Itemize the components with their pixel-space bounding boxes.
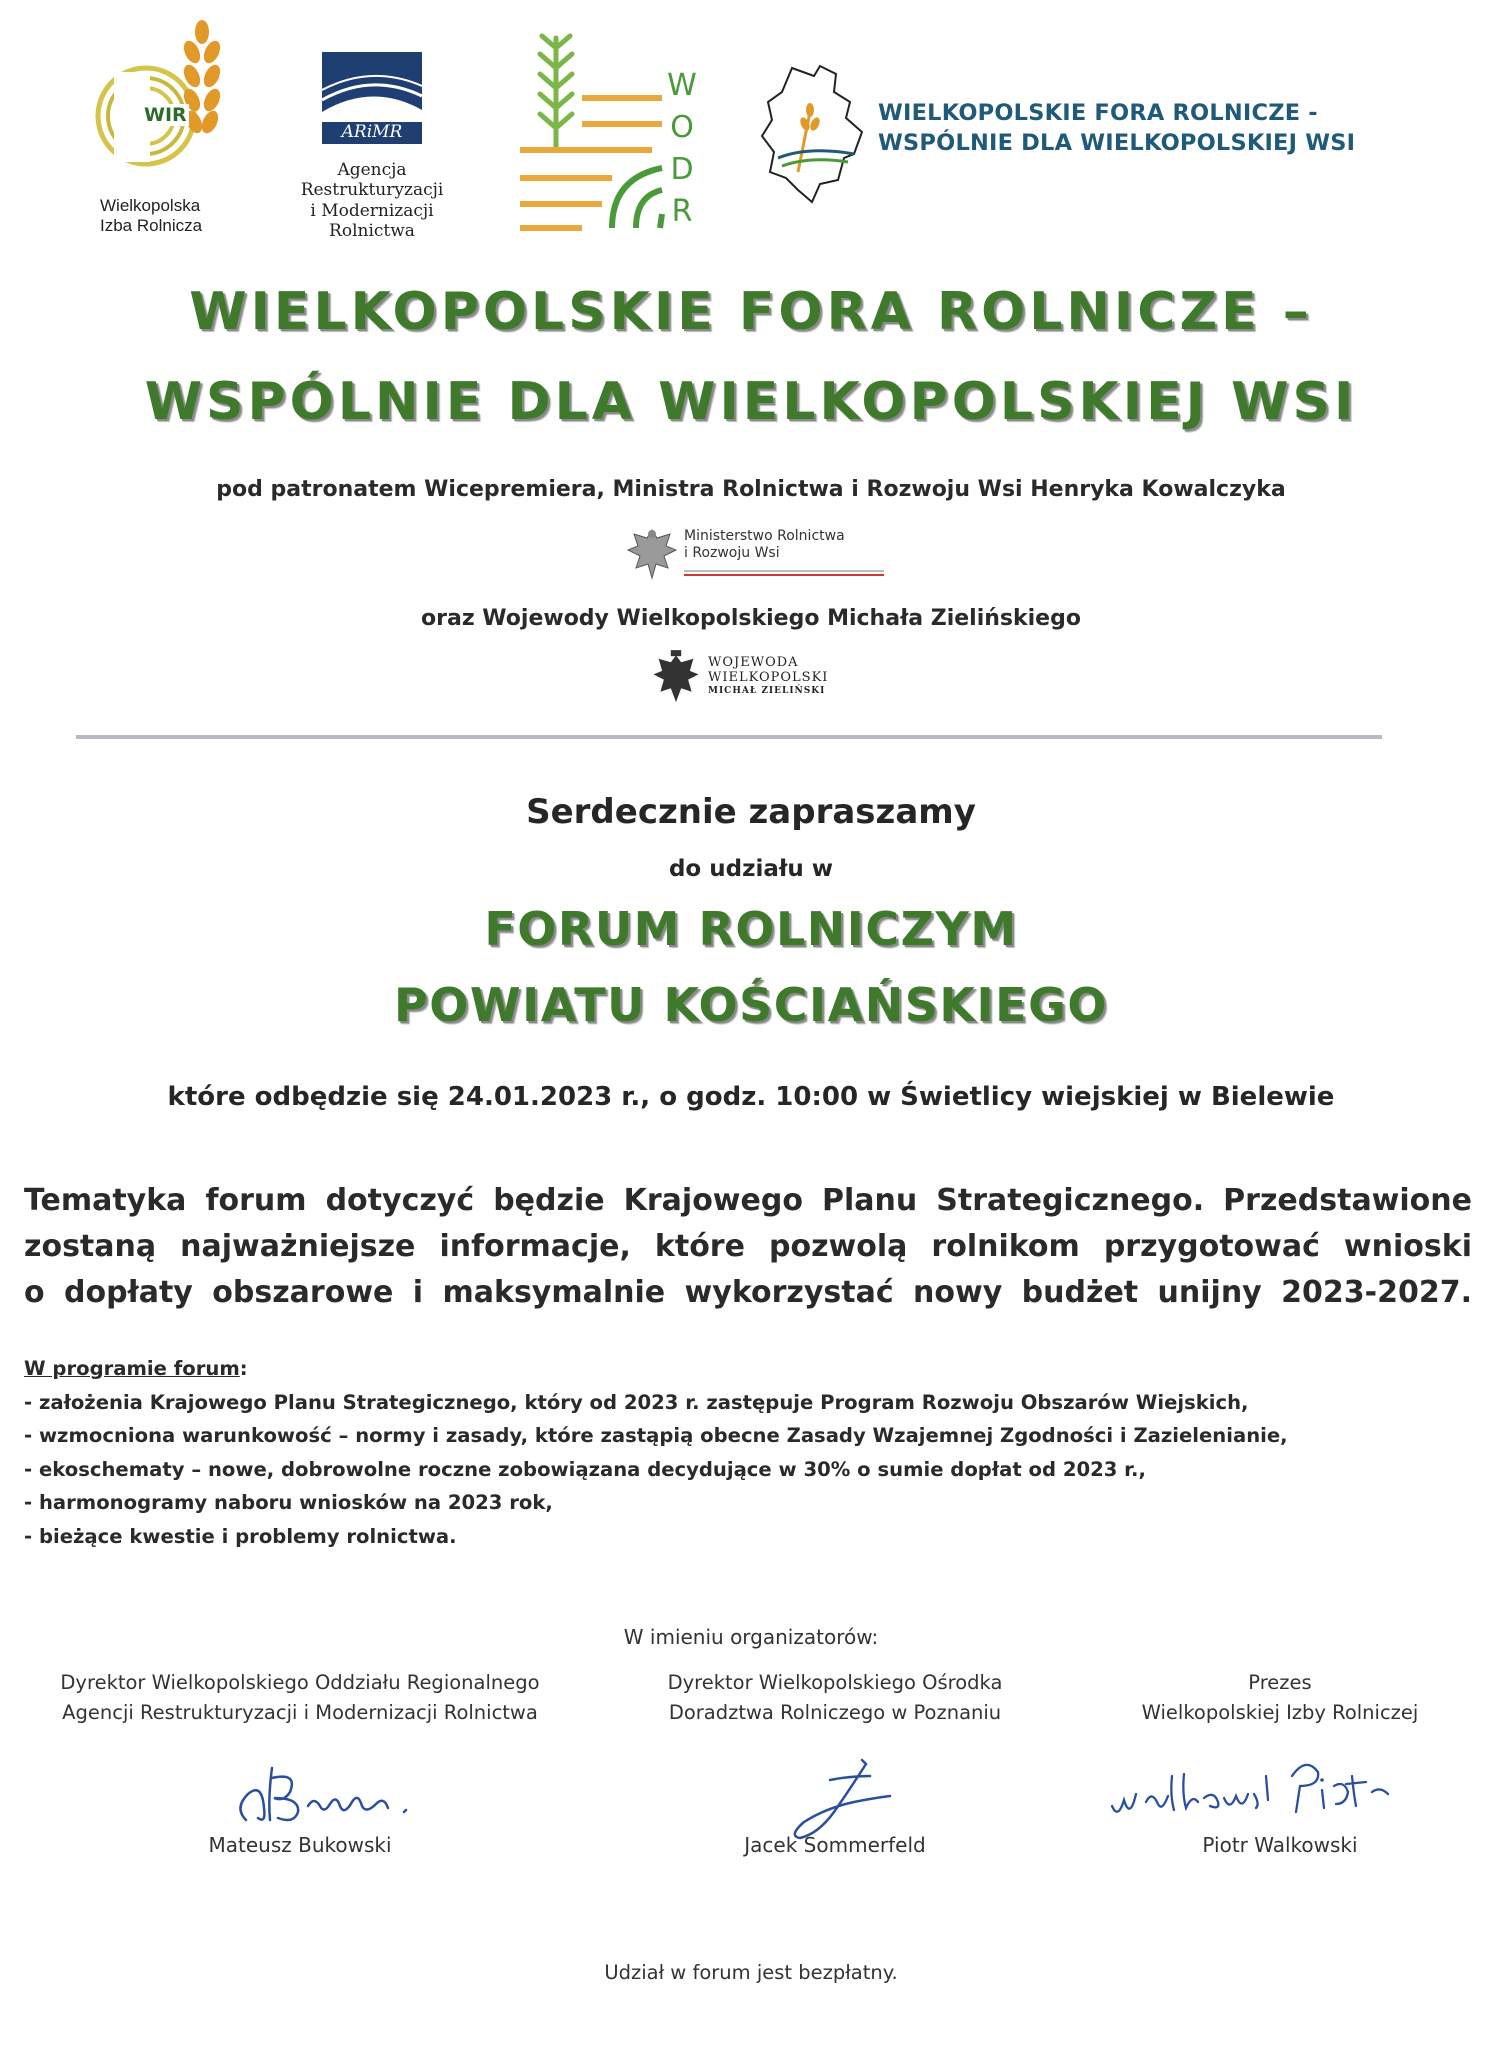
wodr-letter: D <box>670 152 694 187</box>
voivode-name <box>708 656 828 696</box>
signer-role: Doradztwa Rolniczego w Poznaniu <box>668 1701 1002 1724</box>
wodr-letter: W <box>667 68 697 103</box>
program-title-text: W programie forum <box>24 1357 240 1380</box>
voivode-name-line: MICHAŁ ZIELIŃSKI <box>708 685 826 696</box>
topic-paragraph <box>24 1178 1472 1316</box>
invitation-subheading: do udziału w <box>668 856 834 882</box>
signer-role: Prezes <box>1248 1671 1312 1694</box>
wir-logo <box>84 18 244 168</box>
signature-column <box>20 1668 580 1728</box>
arimr-caption <box>270 160 474 242</box>
wodr-logo <box>512 28 712 234</box>
eagle-icon <box>622 524 682 584</box>
ministry-red-underline <box>684 574 884 576</box>
arimr-logo <box>322 52 422 144</box>
wodr-letter: O <box>670 110 694 145</box>
wir-mark: WIR <box>144 104 187 126</box>
arimr-caption-line: Agencja Restrukturyzacji <box>300 160 444 201</box>
ministry-name-line: Ministerstwo Rolnictwa <box>684 528 845 544</box>
signer-role: Agencji Restrukturyzacji i Modernizacji Rolnictwa <box>62 1701 538 1724</box>
ministry-name-line: i Rozwoju Wsi <box>684 544 780 561</box>
wir-wheat-icon <box>84 18 244 168</box>
invitation-heading: Serdecznie zapraszamy <box>526 792 976 832</box>
program-item: - bieżące kwestie i problemy rolnictwa. <box>24 1524 457 1548</box>
signer-name: Jacek Sommerfeld <box>744 1833 926 1857</box>
program-item: - ekoschematy – nowe, dobrowolne roczne zobowiązana decydujące w 30% o sumie dopłat od 2023 r., <box>24 1457 1146 1481</box>
program-item: - założenia Krajowego Planu Strategicznego, który od 2023 r. zastępuje Program Rozwoju Obszarów Wiejskich, <box>24 1390 1249 1414</box>
program-item: - wzmocniona warunkowość – normy i zasady, które zastąpią obecne Zasady Wzajemnej Zgodności i Zazielenianie, <box>24 1424 1288 1447</box>
footer-note: Udział w forum jest bezpłatny. <box>604 1961 898 1984</box>
headline-line: WIELKOPOLSKIE FORA ROLNICZE – <box>189 282 1313 342</box>
wir-caption-line: Izba Rolnicza <box>100 216 203 236</box>
wodr-letter: R <box>671 194 693 229</box>
fora-logo-line: WIELKOPOLSKIE FORA ROLNICZE - <box>878 100 1318 126</box>
program-title-suffix: : <box>239 1357 248 1380</box>
arimr-mark: ARiMR <box>341 122 403 142</box>
fora-map-logo <box>758 62 868 204</box>
program-list <box>24 1352 1288 1553</box>
forum-title-line: POWIATU KOŚCIAŃSKIEGO <box>394 978 1108 1032</box>
topic-line: zostaną najważniejsze informacje, które pozwolą rolnikom przygotować wnioski <box>24 1229 1472 1264</box>
signature-column <box>1080 1668 1480 1728</box>
voivode-logo <box>650 648 870 710</box>
signer-name: Mateusz Bukowski <box>208 1833 392 1857</box>
signer-role: Dyrektor Wielkopolskiego Oddziału Regionalnego <box>60 1671 540 1694</box>
signer-role: Dyrektor Wielkopolskiego Ośrodka <box>667 1671 1003 1694</box>
forum-title-line: FORUM ROLNICZYM <box>484 902 1018 956</box>
ministry-underline <box>684 570 884 572</box>
voivode-name-line: WOJEWODA <box>708 655 799 670</box>
voivode-name-line: WIELKOPOLSKI <box>708 669 829 685</box>
event-date-place: które odbędzie się 24.01.2023 r., o godz. 10:00 w Świetlicy wiejskiej w Bielewie <box>167 1082 1335 1112</box>
eagle-icon <box>650 648 702 706</box>
signatures-heading: W imieniu organizatorów: <box>623 1625 879 1649</box>
patronage-line: oraz Wojewody Wielkopolskiego Michała Zielińskiego <box>421 606 1081 631</box>
arimr-caption-line: i Modernizacji Rolnictwa <box>310 200 434 242</box>
topic-line: Tematyka forum dotyczyć będzie Krajowego Planu Strategicznego. Przedstawione <box>24 1183 1472 1218</box>
program-item: - harmonogramy naboru wniosków na 2023 rok, <box>24 1491 553 1514</box>
signature-column <box>600 1668 1070 1728</box>
topic-line: o dopłaty obszarowe i maksymalnie wykorzystać nowy budżet unijny 2023-2027. <box>24 1275 1472 1310</box>
signer-role: Wielkopolskiej Izby Rolniczej <box>1141 1701 1419 1724</box>
patronage-line: pod patronatem Wicepremiera, Ministra Rolnictwa i Rozwoju Wsi Henryka Kowalczyka <box>216 477 1286 502</box>
program-title <box>24 1352 1288 1386</box>
wir-caption-line: Wielkopolska <box>100 196 201 215</box>
fora-logo-line: WSPÓLNIE DLA WIELKOPOLSKIEJ WSI <box>878 130 1356 157</box>
ministry-logo <box>622 524 892 588</box>
divider <box>76 735 1382 739</box>
signature-walkowski <box>1100 1746 1420 1836</box>
signer-name: Piotr Walkowski <box>1202 1833 1358 1857</box>
signature-bukowski <box>228 1748 428 1838</box>
wir-caption <box>100 196 202 237</box>
fora-logo-text <box>878 98 1355 159</box>
headline-line: WSPÓLNIE DLA WIELKOPOLSKIEJ WSI <box>144 372 1358 432</box>
region-map-icon <box>758 62 868 204</box>
ministry-name <box>684 528 845 562</box>
